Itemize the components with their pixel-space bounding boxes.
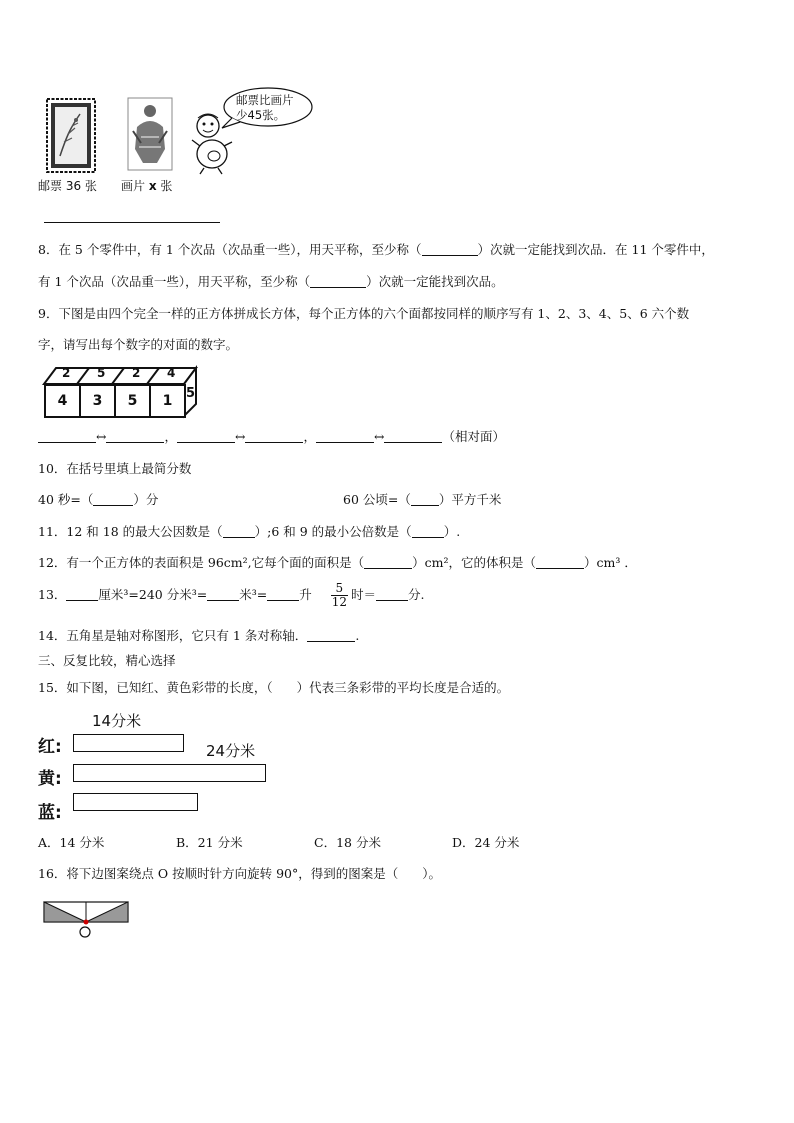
q13-fraction-den: 12 <box>331 595 348 609</box>
q9-answer-row <box>38 427 505 445</box>
q10-b-pre: 60 公顷=（ <box>343 492 411 507</box>
q10-a-post: ）分 <box>133 492 159 507</box>
bubble-line-1: 邮票比画片 <box>236 93 294 107</box>
q9-arrow-3: ↔ <box>374 429 385 444</box>
q12-text-a: 12．有一个正方体的表面积是 96cm²,它每个面的面积是（ <box>38 555 365 570</box>
q9-blank-1[interactable] <box>38 430 96 443</box>
ribbon-label-24: 24分米 <box>206 742 256 760</box>
q13-line <box>38 582 425 609</box>
q8-line-1 <box>38 240 714 258</box>
ribbon-blue-label: 蓝: <box>38 803 62 823</box>
cube-front-1: 4 <box>44 384 81 418</box>
q11-text-a: 11．12 和 18 的最大公因数是（ <box>38 524 223 539</box>
q10-b-post: ）平方千米 <box>438 492 502 507</box>
picture-caption-post: 张 <box>156 179 173 193</box>
q13-blank-4[interactable] <box>376 588 408 601</box>
q9-note: （相对面） <box>442 429 505 444</box>
cube-front-3: 5 <box>114 384 151 418</box>
stamp-caption: 邮票 36 张 <box>38 179 97 193</box>
q9-blank-3[interactable] <box>177 430 235 443</box>
q8-text-b: ）次就一定能找到次品．在 11 个零件中， <box>477 242 714 257</box>
cube-top-2: 5 <box>97 366 106 380</box>
rotation-figure <box>42 900 132 940</box>
q13-fraction-num: 5 <box>331 582 348 596</box>
cube-side-digit: 5 <box>186 386 196 401</box>
stamp-image <box>46 98 96 173</box>
ribbon-red-label: 红: <box>38 737 62 757</box>
q12-text-c: ）cm³ ． <box>584 555 637 570</box>
ribbon-red-bar <box>73 734 184 752</box>
q8-text-c: 有 1 个次品（次品重一些），用天平称，至少称（ <box>38 274 311 289</box>
q13-fraction <box>331 582 348 609</box>
ribbon-yellow-bar <box>73 764 266 782</box>
q8-line-2 <box>38 272 504 290</box>
q8-text-d: ）次就一定能找到次品。 <box>366 274 504 289</box>
q10-title: 10．在括号里填上最简分数 <box>38 461 192 476</box>
ribbon-yellow-label: 黄: <box>38 769 62 789</box>
q13-text-e: 时＝ <box>351 587 377 602</box>
q13-text-f: 分. <box>408 587 425 602</box>
q10-blank-b[interactable] <box>411 493 439 506</box>
q10-blank-a[interactable] <box>93 493 133 506</box>
q8-text-a: 8．在 5 个零件中，有 1 个次品（次品重一些），用天平称，至少称（ <box>38 242 422 257</box>
q15-text-a: 15．如下图，已知红、黄色彩带的长度，（ <box>38 680 273 695</box>
q15-option-c[interactable]: C．18 分米 <box>314 835 381 850</box>
q9-blank-2[interactable] <box>106 430 164 443</box>
cube-front-4: 1 <box>149 384 186 418</box>
cube-front-2: 3 <box>79 384 116 418</box>
q12-text-b: ）cm²，它的体积是（ <box>412 555 536 570</box>
answer-line <box>44 222 220 223</box>
section-3-heading: 三、反复比较，精心选择 <box>38 653 176 668</box>
speech-bubble <box>218 86 314 130</box>
q9-arrow-2: ↔ <box>235 429 246 444</box>
q11-text-b: ）;6 和 9 的最小公倍数是（ <box>254 524 412 539</box>
q9-blank-5[interactable] <box>316 430 374 443</box>
q14-text: 14．五角星是轴对称图形，它只有 1 条对称轴． <box>38 628 308 643</box>
q10-part-a <box>38 490 158 508</box>
ribbon-blue-bar <box>73 793 198 811</box>
q15-option-a[interactable]: A．14 分米 <box>38 835 105 850</box>
ribbon-label-14: 14分米 <box>92 712 142 730</box>
q11-blank-2[interactable] <box>412 525 444 538</box>
bubble-line-2: 少45张。 <box>236 108 286 122</box>
q9-arrow-1: ↔ <box>96 429 107 444</box>
q16-text: 16．将下边图案绕点 O 按顺时针方向旋转 90°，得到的图案是（ <box>38 866 399 881</box>
q8-blank-1[interactable] <box>422 243 478 256</box>
picture-caption <box>121 177 172 194</box>
q15-line <box>38 678 509 696</box>
q9-line-2: 字，请写出每个数字的对面的数字。 <box>38 337 239 352</box>
cube-top-3: 2 <box>132 366 141 380</box>
cube-top-4: 4 <box>167 366 176 380</box>
q13-blank-3[interactable] <box>267 588 299 601</box>
q10-part-b <box>343 490 501 508</box>
q11-line <box>38 522 460 540</box>
q16-end: ）。 <box>422 866 441 881</box>
q14-blank[interactable] <box>307 629 355 642</box>
q9-comma-2: ， <box>303 429 316 444</box>
picture-card-image <box>127 97 173 171</box>
q9-comma-1: ， <box>164 429 177 444</box>
q9-blank-4[interactable] <box>245 430 303 443</box>
q15-text-b: ）代表三条彩带的平均长度是合适的。 <box>296 680 510 695</box>
picture-caption-var: x <box>148 179 157 193</box>
q8-blank-2[interactable] <box>310 275 366 288</box>
q9-blank-6[interactable] <box>384 430 442 443</box>
q14-end: . <box>355 628 360 643</box>
q10-a-pre: 40 秒=（ <box>38 492 94 507</box>
q13-text-c: 米³= <box>239 587 268 602</box>
q15-option-d[interactable]: D．24 分米 <box>452 835 520 850</box>
q16-line <box>38 864 441 882</box>
q11-text-c: ）. <box>443 524 461 539</box>
q13-blank-2[interactable] <box>207 588 239 601</box>
q13-text-a: 13． <box>38 587 67 602</box>
q13-blank-1[interactable] <box>66 588 98 601</box>
q15-option-b[interactable]: B．21 分米 <box>176 835 243 850</box>
q13-text-b: 厘米³=240 分米³= <box>98 587 208 602</box>
q14-line <box>38 626 359 644</box>
q13-text-d: 升 <box>299 587 312 602</box>
q12-blank-2[interactable] <box>536 556 584 569</box>
picture-caption-pre: 画片 <box>121 179 149 193</box>
q11-blank-1[interactable] <box>223 525 255 538</box>
cube-top-1: 2 <box>62 366 71 380</box>
q12-line <box>38 553 637 571</box>
q9-line-1: 9．下图是由四个完全一样的正方体拼成长方体，每个正方体的六个面都按同样的顺序写有 1、2、3、4、5、6 六个数 <box>38 306 690 321</box>
q12-blank-1[interactable] <box>364 556 412 569</box>
